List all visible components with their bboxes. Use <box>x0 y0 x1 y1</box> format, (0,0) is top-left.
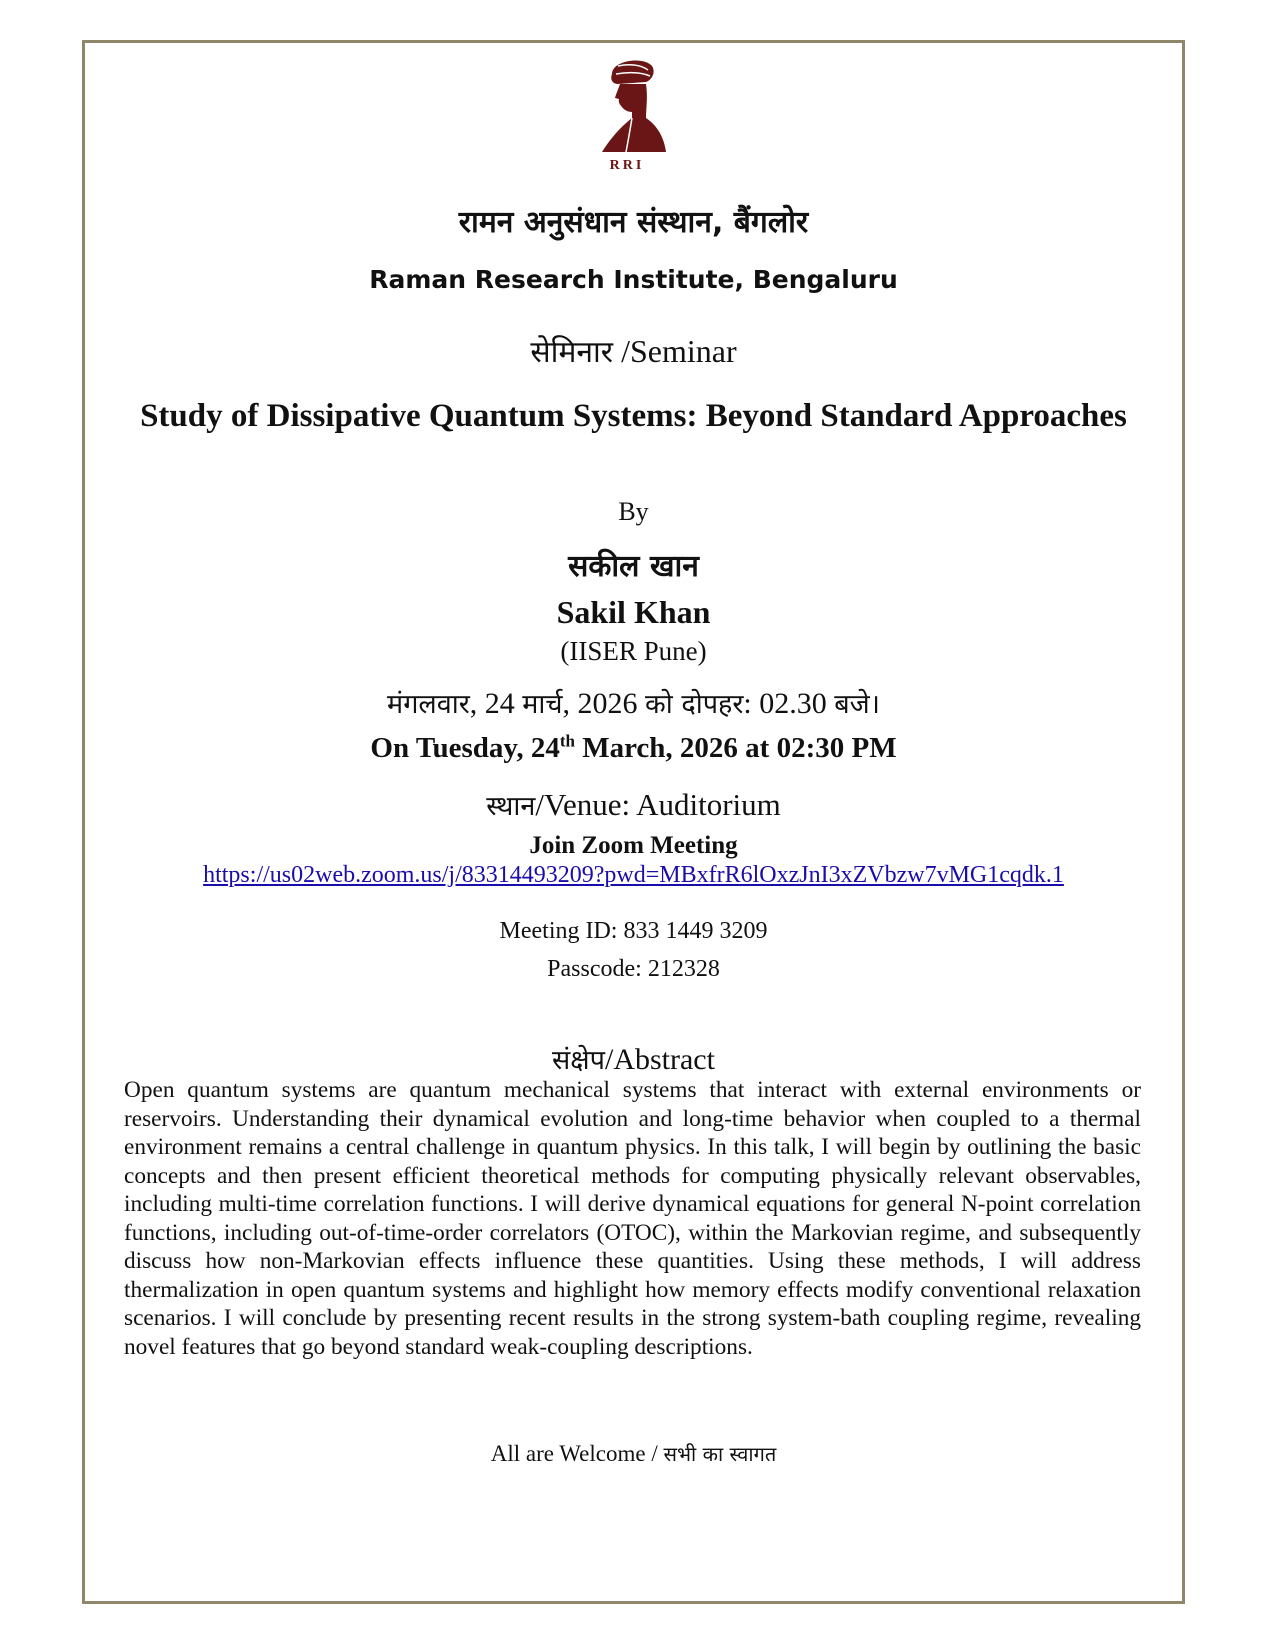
abstract-heading <box>82 1040 1185 1077</box>
logo-text: RRI <box>609 158 645 172</box>
logo-body-shape <box>602 118 666 152</box>
rri-logo <box>582 52 672 172</box>
venue <box>82 786 1185 823</box>
date-hindi-year: , 2026 <box>562 687 646 720</box>
date-english-suffix: th <box>559 731 575 751</box>
venue-hindi: स्थान <box>486 791 536 822</box>
by-label: By <box>618 497 649 526</box>
date-english-rest: March, 2026 at 02:30 PM <box>574 732 897 764</box>
welcome-line <box>82 1440 1185 1467</box>
abstract-heading-english: /Abstract <box>604 1043 715 1076</box>
speaker-affiliation: (IISER Pune) <box>560 636 707 666</box>
date-hindi-ko: को दोपहर <box>645 689 744 720</box>
zoom-link-row <box>82 862 1185 889</box>
date-hindi-baje: बजे। <box>834 689 880 720</box>
date-hindi-day: मंगलवार <box>387 689 470 720</box>
date-hindi-time: : 02.30 <box>743 687 835 720</box>
date-english-prefix: On Tuesday, 24 <box>370 732 560 764</box>
date-hindi-month: मार्च <box>522 689 563 720</box>
institute-hindi-name: रामन अनुसंधान संस्थान, बैंगलोर <box>458 205 809 240</box>
abstract-heading-hindi: संक्षेप <box>552 1045 605 1076</box>
speaker-hindi-name: सकील खान <box>568 549 699 584</box>
institute-english-name: Raman Research Institute, Bengaluru <box>369 265 898 294</box>
venue-english: /Venue: Auditorium <box>535 787 781 822</box>
date-hindi-date: , 24 <box>469 687 523 720</box>
seminar-label-hindi: सेमिनार <box>530 335 614 370</box>
date-hindi <box>82 684 1185 721</box>
passcode: Passcode: 212328 <box>547 956 720 982</box>
talk-title: Study of Dissipative Quantum Systems: Beyond Standard Approaches <box>140 398 1127 434</box>
abstract-text: Open quantum systems are quantum mechanical systems that interact with external environments or reservoirs. Understanding their dynamical evolution and long-time behavior when coupled to a thermal environment remains a central challenge in quantum physics. In this talk, I will begin by outlining the basic concepts and then present efficient theoretical methods for computing physically relevant observables, including multi-time correlation functions. I will derive dynamical equations for general N-point correlation functions, including out-of-time-order correlators (OTOC), within the Markovian regime, and subsequently discuss how non-Markovian effects influence these quantities. Using these methods, I will address thermalization in open quantum systems and highlight how memory effects modify conventional relaxation scenarios. I will conclude by presenting recent results in the strong system-bath coupling regime, revealing novel features that go beyond standard weak-coupling descriptions. <box>124 1077 1141 1360</box>
welcome-english: All are Welcome / <box>490 1441 664 1466</box>
seminar-label-english: /Seminar <box>621 333 737 369</box>
zoom-link[interactable]: https://us02web.zoom.us/j/83314493209?pwd=MBxfrR6lOxzJnI3xZVbzw7vMG1cqdk.1 <box>203 862 1064 888</box>
date-english <box>82 732 1185 765</box>
welcome-hindi: सभी का स्वागत <box>663 1442 777 1466</box>
speaker-english-name: Sakil Khan <box>556 594 711 630</box>
seminar-label <box>82 330 1185 371</box>
logo-face-shape <box>615 84 647 118</box>
zoom-heading: Join Zoom Meeting <box>529 832 738 859</box>
meeting-id: Meeting ID: 833 1449 3209 <box>499 918 768 944</box>
